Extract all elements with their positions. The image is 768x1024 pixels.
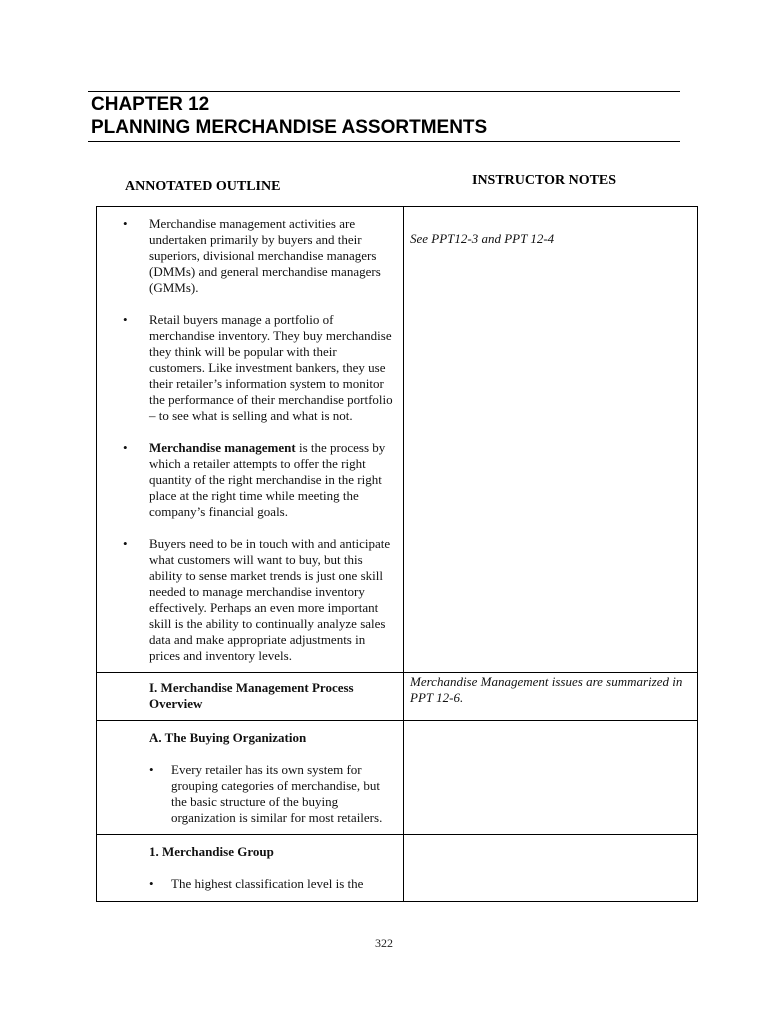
outline-cell: [97, 207, 404, 673]
section-title: I. Merchandise Management Process Overview: [149, 680, 354, 711]
chapter-heading: [91, 93, 487, 139]
list-item: [123, 312, 395, 424]
annotated-outline-heading: ANNOTATED OUTLINE: [125, 179, 281, 194]
list-item: [149, 762, 395, 826]
section-title: 1. Merchandise Group: [149, 844, 274, 859]
bullet-icon: •: [149, 762, 154, 777]
outline-row: [97, 207, 698, 673]
outline-table: [96, 206, 698, 902]
bullet-text: is the process by which a retailer attempts to offer the right quantity of the right merchandise in the right place at the right time while meeting the company’s financial goals.: [149, 440, 386, 519]
instructor-note-cell: [404, 207, 698, 673]
bullet-list: [123, 216, 395, 664]
bullet-icon: •: [123, 312, 128, 327]
chapter-number: CHAPTER 12: [91, 94, 210, 115]
list-item: [149, 876, 395, 892]
page-number: 322: [375, 936, 393, 950]
bullet-text: Buyers need to be in touch with and anticipate what customers will want to buy, but this ability to sense market trends is just one skill needed to manage merchandise inventory effectively. Perhaps an even more important skill is the ability to continually analyze sales data and make appropriate adjustments in prices and inventory levels.: [149, 536, 391, 663]
instructor-note-cell: [404, 721, 698, 835]
outline-row: [97, 835, 698, 902]
bullet-text: Merchandise management activities are undertaken primarily by buyers and their superiors, divisional merchandise managers (DMMs) and general merchandise managers (GMMs).: [149, 216, 381, 295]
bullet-icon: •: [123, 440, 128, 455]
bullet-icon: •: [149, 876, 154, 891]
outline-cell: [97, 673, 404, 721]
bullet-list: [149, 762, 395, 826]
bullet-text: Retail buyers manage a portfolio of merchandise inventory. They buy merchandise they think will be popular with their customers. Like investment bankers, they use their retailer’s information system to monitor the performance of their merchandise portfolio – to see what is selling and what is not.: [149, 312, 393, 423]
outline-row: [97, 673, 698, 721]
section-title: A. The Buying Organization: [149, 730, 307, 745]
bullet-icon: •: [123, 216, 128, 231]
term-bold: Merchandise management: [149, 440, 296, 455]
list-item: [123, 440, 395, 520]
instructor-note-cell: [404, 673, 698, 721]
bullet-list: [149, 876, 395, 892]
outline-cell: [97, 835, 404, 902]
header-top-rule: [88, 91, 680, 92]
bullet-icon: •: [123, 536, 128, 551]
outline-cell: [97, 721, 404, 835]
instructor-note: Merchandise Management issues are summarized in PPT 12-6.: [410, 674, 683, 705]
instructor-notes-heading: INSTRUCTOR NOTES: [472, 173, 617, 188]
instructor-note-cell: [404, 835, 698, 902]
instructor-note: See PPT12-3 and PPT 12-4: [410, 231, 555, 246]
outline-row: [97, 721, 698, 835]
chapter-title: PLANNING MERCHANDISE ASSORTMENTS: [91, 117, 488, 138]
header-bottom-rule: [88, 141, 680, 142]
list-item: [123, 216, 395, 296]
list-item: [123, 536, 395, 664]
bullet-text: Every retailer has its own system for grouping categories of merchandise, but the basic structure of the buying organization is similar for most retailers.: [171, 762, 383, 825]
bullet-text: The highest classification level is the: [171, 876, 364, 891]
